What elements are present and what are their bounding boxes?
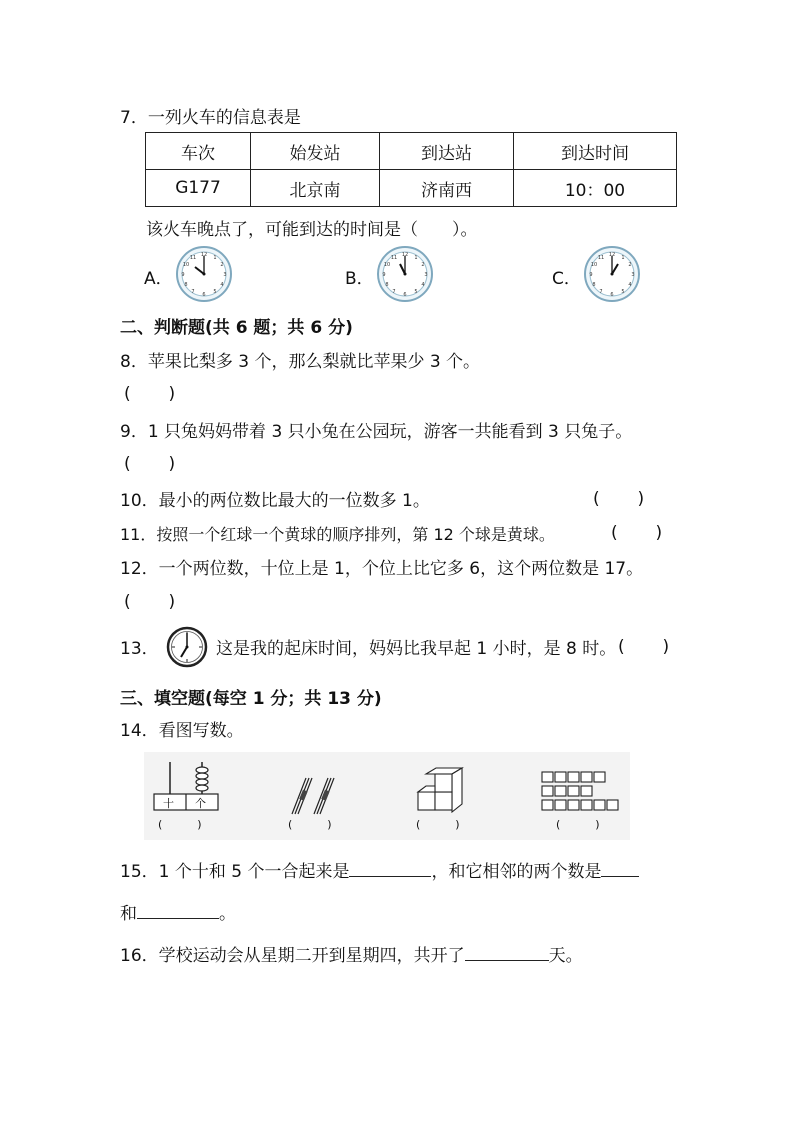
- q15-line1: [120, 858, 639, 884]
- svg-text:10: 10: [590, 262, 598, 268]
- q15-blank-1[interactable]: [349, 858, 431, 877]
- q16-part1: 16．学校运动会从星期二开到星期四，共开了: [120, 946, 465, 966]
- svg-text:4: 4: [628, 282, 632, 288]
- q15-line2: [120, 900, 236, 926]
- table-cell: 济南西: [380, 170, 514, 207]
- svg-text:9: 9: [181, 272, 185, 278]
- svg-text:3: 3: [631, 272, 635, 278]
- svg-text:9: 9: [589, 272, 593, 278]
- q15-blank-2[interactable]: [601, 858, 639, 877]
- svg-text:5: 5: [414, 289, 418, 295]
- svg-text:4: 4: [421, 282, 425, 288]
- svg-text:10: 10: [182, 262, 190, 268]
- train-info-table: [145, 132, 677, 207]
- q9-answer-paren[interactable]: ( ): [124, 454, 176, 474]
- pic2-answer-paren[interactable]: ( ): [288, 818, 332, 831]
- svg-text:6: 6: [403, 292, 407, 298]
- q16-line: [120, 942, 583, 968]
- svg-text:7: 7: [191, 289, 195, 295]
- svg-text:12: 12: [608, 252, 616, 258]
- q13-text: 这是我的起床时间，妈妈比我早起 1 小时，是 8 时。: [216, 639, 617, 659]
- q16-part2: 天。: [548, 946, 583, 966]
- svg-text:1: 1: [414, 255, 418, 261]
- q15-part4: 。: [219, 904, 236, 924]
- table-header-cell: 到达时间: [514, 133, 677, 170]
- stick-bundles-figure: [284, 776, 340, 816]
- svg-text:6: 6: [202, 292, 206, 298]
- svg-text:12: 12: [200, 252, 208, 258]
- abacus-ones-label: 个: [195, 797, 206, 810]
- svg-text:9: 9: [382, 272, 386, 278]
- table-cell: G177: [146, 170, 251, 207]
- abacus-tens-label: 十: [163, 797, 174, 810]
- svg-text:5: 5: [621, 289, 625, 295]
- q10-text: 10．最小的两位数比最大的一位数多 1。: [120, 491, 430, 511]
- wake-up-clock-icon: [166, 626, 208, 668]
- section3-title: 三、填空题(每空 1 分；共 13 分): [120, 689, 382, 709]
- option-b-label: B．: [345, 269, 374, 289]
- svg-text:3: 3: [424, 272, 428, 278]
- svg-text:2: 2: [628, 262, 632, 268]
- clock-icon-option-c: [583, 245, 641, 303]
- q14-text: 14．看图写数。: [120, 721, 244, 741]
- q8-answer-paren[interactable]: ( ): [124, 384, 176, 404]
- q13-number: 13．: [120, 639, 159, 659]
- q7-stem: 7．一列火车的信息表是: [120, 108, 301, 128]
- q16-blank[interactable]: [465, 942, 549, 961]
- svg-text:11: 11: [189, 255, 197, 261]
- svg-text:11: 11: [390, 255, 398, 261]
- table-header-row: [146, 133, 677, 170]
- svg-text:5: 5: [213, 289, 217, 295]
- svg-text:11: 11: [597, 255, 605, 261]
- clock-icon-option-a: [175, 245, 233, 303]
- svg-text:4: 4: [220, 282, 224, 288]
- svg-text:8: 8: [592, 282, 596, 288]
- q11-answer-paren[interactable]: ( ): [611, 523, 663, 543]
- q15-blank-3[interactable]: [137, 900, 219, 919]
- q15-part2: ，和它相邻的两个数是: [431, 862, 602, 882]
- table-row: [146, 170, 677, 207]
- table-cell: 10：00: [514, 170, 677, 207]
- svg-text:7: 7: [392, 289, 396, 295]
- option-a-label: A．: [144, 269, 173, 289]
- svg-text:6: 6: [610, 292, 614, 298]
- q12-answer-paren[interactable]: ( ): [124, 592, 176, 612]
- q9-text: 9．1 只兔妈妈带着 3 只小兔在公园玩，游客一共能看到 3 只兔子。: [120, 422, 633, 442]
- svg-text:10: 10: [383, 262, 391, 268]
- svg-text:8: 8: [184, 282, 188, 288]
- svg-text:12: 12: [401, 252, 409, 258]
- svg-text:2: 2: [421, 262, 425, 268]
- svg-text:2: 2: [220, 262, 224, 268]
- squares-figure: [540, 770, 630, 814]
- q10-answer-paren[interactable]: ( ): [593, 489, 645, 509]
- svg-text:8: 8: [385, 282, 389, 288]
- pic4-answer-paren[interactable]: ( ): [556, 818, 600, 831]
- table-header-cell: 到达站: [380, 133, 514, 170]
- clock-icon-option-b: [376, 245, 434, 303]
- q7-question: 该火车晚点了，可能到达的时间是（ ）。: [146, 220, 478, 240]
- stacked-cubes-figure: [416, 766, 468, 816]
- option-c-label: C．: [552, 269, 581, 289]
- q13-answer-paren[interactable]: ( ): [618, 637, 670, 657]
- q15-part3: 和: [120, 904, 137, 924]
- table-header-cell: 车次: [146, 133, 251, 170]
- q15-part1: 15．1 个十和 5 个一合起来是: [120, 862, 350, 882]
- q12-text: 12．一个两位数，十位上是 1，个位上比它多 6，这个两位数是 17。: [120, 559, 644, 579]
- table-cell: 北京南: [251, 170, 380, 207]
- svg-text:7: 7: [599, 289, 603, 295]
- q11-text: 11．按照一个红球一个黄球的顺序排列，第 12 个球是黄球。: [120, 525, 555, 544]
- svg-text:1: 1: [213, 255, 217, 261]
- pic3-answer-paren[interactable]: ( ): [416, 818, 460, 831]
- table-header-cell: 始发站: [251, 133, 380, 170]
- svg-text:1: 1: [621, 255, 625, 261]
- pic1-answer-paren[interactable]: ( ): [158, 818, 202, 831]
- section2-title: 二、判断题(共 6 题；共 6 分): [120, 318, 353, 338]
- svg-text:3: 3: [223, 272, 227, 278]
- q8-text: 8．苹果比梨多 3 个，那么梨就比苹果少 3 个。: [120, 352, 481, 372]
